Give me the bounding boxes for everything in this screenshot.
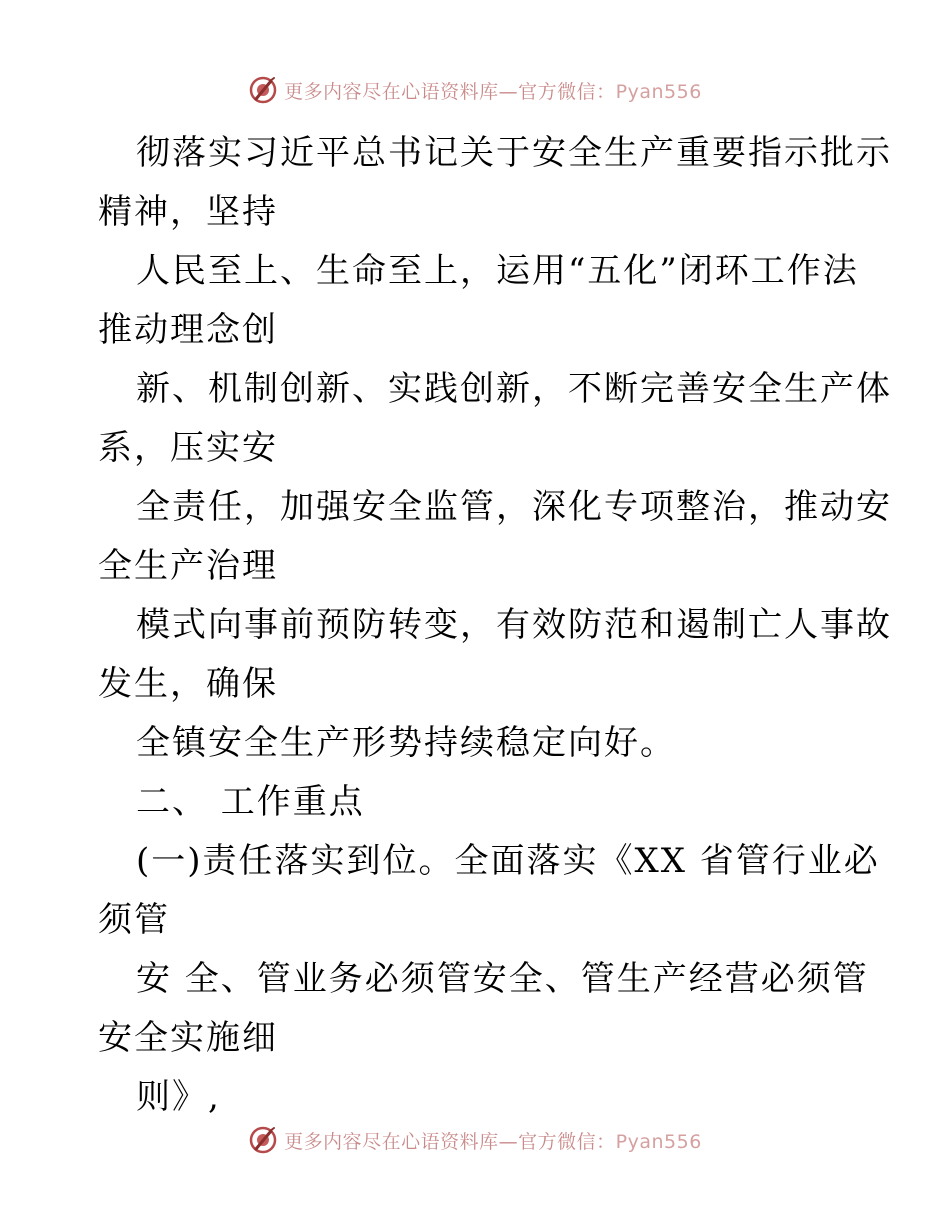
text-line: 须管 <box>98 900 170 940</box>
text-line: 安 全、管业务必须管安全、管生产经营必须管 <box>136 959 869 999</box>
header-watermark <box>0 72 950 108</box>
footer-watermark <box>0 1122 950 1158</box>
watermark-text <box>284 1127 702 1154</box>
text-line: 则》, <box>136 1077 221 1117</box>
text-line: 精神，坚持 <box>98 192 278 232</box>
pen-logo-icon <box>248 75 278 105</box>
text-line: 全生产治理 <box>98 546 278 586</box>
text-line: (一)责任落实到位。全面落实《XX 省管行业必 <box>136 841 880 881</box>
watermark-label: 更多内容尽在心语资料库—官方微信： <box>284 1130 616 1153</box>
text-line: 发生，确保 <box>98 664 278 704</box>
text-line: 二、 工作重点 <box>136 782 365 822</box>
text-line: 全镇安全生产形势持续稳定向好。 <box>136 723 676 763</box>
text-line: 安全实施细 <box>98 1018 278 1058</box>
text-line: 模式向事前预防转变，有效防范和遏制亡人事故 <box>136 605 892 645</box>
watermark-label: 更多内容尽在心语资料库—官方微信： <box>284 80 616 103</box>
body-text <box>98 124 892 1127</box>
watermark-wechat-id: Pyan556 <box>615 1130 702 1153</box>
text-line: 彻落实习近平总书记关于安全生产重要指示批示 <box>136 133 892 173</box>
text-line: 全责任，加强安全监管，深化专项整治，推动安 <box>136 487 892 527</box>
text-line: 系，压实安 <box>98 428 278 468</box>
watermark-text <box>284 77 702 104</box>
watermark-wechat-id: Pyan556 <box>615 80 702 103</box>
pen-logo-icon <box>248 1125 278 1155</box>
text-line: 新、机制创新、实践创新，不断完善安全生产体 <box>136 369 892 409</box>
text-line: 人民至上、生命至上，运用“五化”闭环工作法 <box>136 251 859 291</box>
text-line: 推动理念创 <box>98 310 278 350</box>
